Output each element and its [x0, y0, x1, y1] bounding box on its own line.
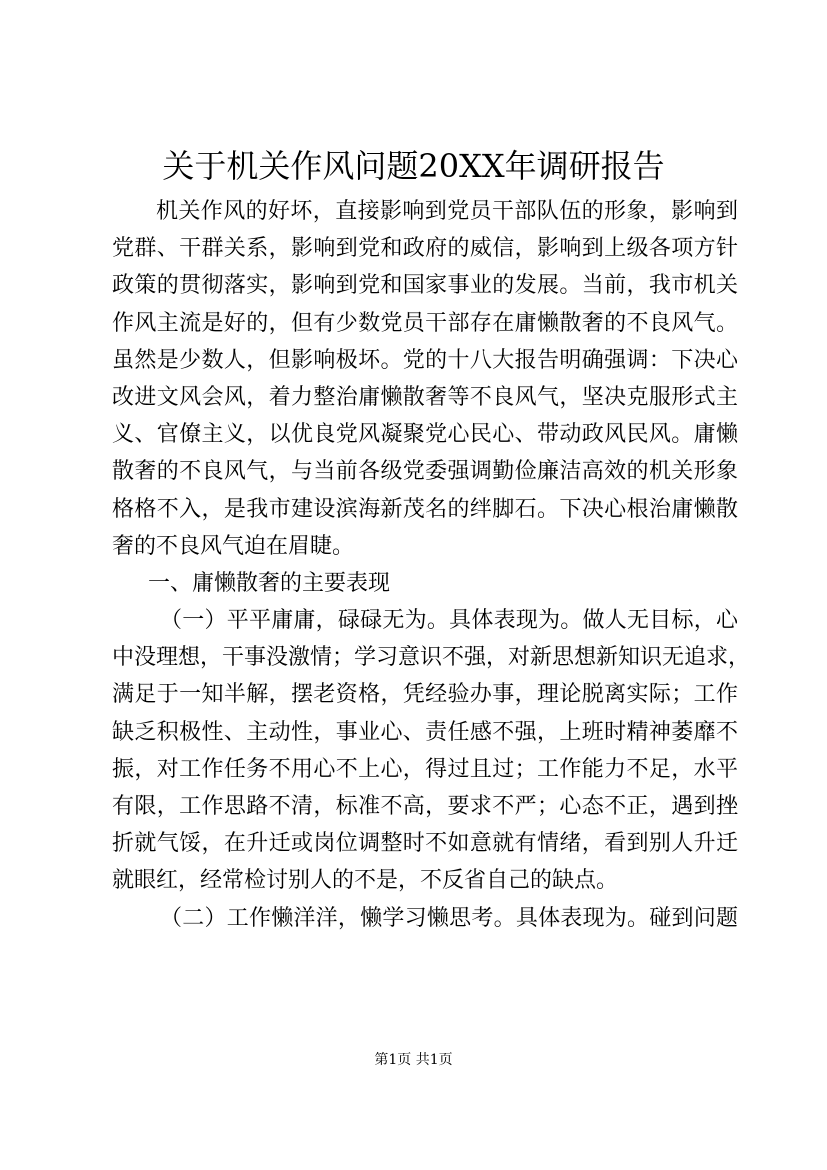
body-line: 奢的不良风气迫在眉睫。	[112, 533, 355, 559]
body-line: 缺乏积极性、主动性，事业心、责任感不强，上班时精神萎靡不	[112, 719, 738, 745]
body-line: 折就气馁，在升迁或岗位调整时不如意就有情绪，看到别人升迁	[112, 831, 738, 857]
body-line: 党群、干群关系，影响到党和政府的威信，影响到上级各项方针	[112, 236, 738, 262]
body-line: 改进文风会风，着力整治庸懒散奢等不良风气，坚决克服形式主	[112, 384, 738, 410]
body-line: 中没理想，干事没激情；学习意识不强，对新思想新知识无追求，	[112, 645, 751, 671]
body-line: 散奢的不良风气，与当前各级党委强调勤俭廉洁高效的机关形象	[112, 459, 738, 485]
body-line: 虽然是少数人，但影响极坏。党的十八大报告明确强调：下决心	[112, 347, 738, 373]
body-line: 满足于一知半解，摆老资格，凭经验办事，理论脱离实际；工作	[112, 682, 738, 708]
body-line: 就眼红，经常检讨别人的不是，不反省自己的缺点。	[112, 868, 619, 894]
body-line: （二）工作懒洋洋，懒学习懒思考。具体表现为。碰到问题	[160, 905, 738, 931]
body-line: 格格不入，是我市建设滨海新茂名的绊脚石。下决心根治庸懒散	[112, 496, 738, 522]
body-line: 作风主流是好的，但有少数党员干部存在庸懒散奢的不良风气。	[112, 310, 738, 336]
body-line: 有限，工作思路不清，标准不高，要求不严；心态不正，遇到挫	[112, 794, 738, 819]
body-line: 义、官僚主义，以优良党风凝聚党心民心、带动政风民风。庸懒	[112, 422, 738, 448]
section-heading: 一、庸懒散奢的主要表现	[148, 570, 391, 596]
body-line: 机关作风的好坏，直接影响到党员干部队伍的形象，影响到	[156, 199, 738, 224]
body-line: 振，对工作任务不用心不上心，得过且过；工作能力不足，水平	[112, 756, 738, 782]
page-footer: 第1页 共1页	[374, 1052, 453, 1068]
document-body	[112, 193, 751, 937]
document-title: 关于机关作风问题20XX年调研报告	[162, 147, 665, 185]
body-line: （一）平平庸庸，碌碌无为。具体表现为。做人无目标，心	[160, 608, 738, 634]
body-line: 政策的贯彻落实，影响到党和国家事业的发展。当前，我市机关	[112, 273, 738, 299]
